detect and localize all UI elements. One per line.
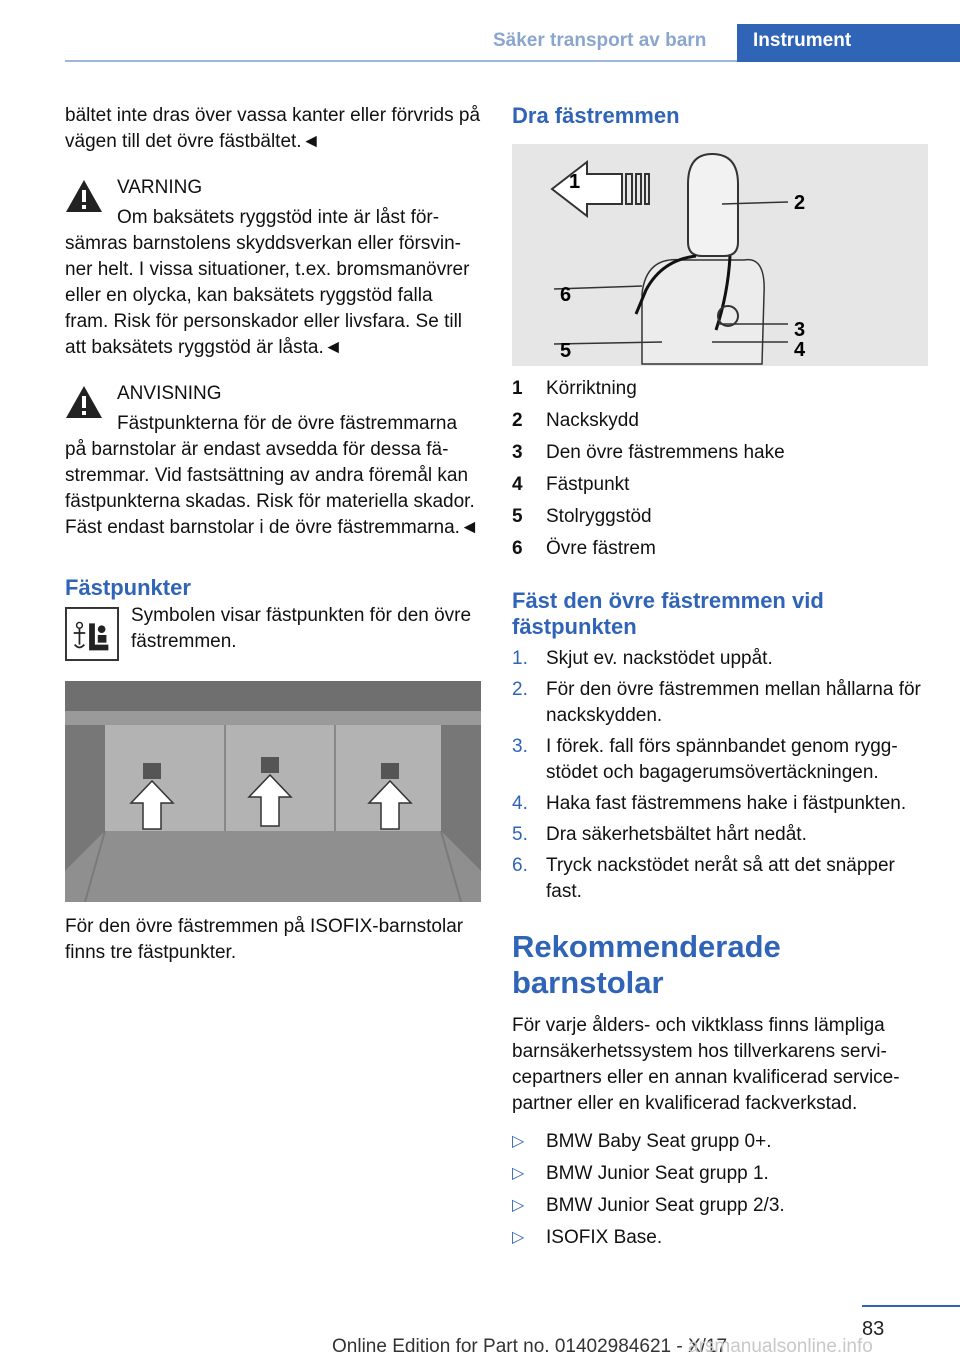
anchor-points-heading: Fästpunkter [65, 575, 191, 600]
watermark: arsmanualsonline.info [688, 1336, 873, 1357]
intro-text: bältet inte dras över vassa kanter eller förvrids på vägen till det övre fästbältet.◄ [65, 105, 481, 152]
triangle-bullet-icon: ▷ [512, 1229, 525, 1246]
legend-text: Fästpunkt [546, 474, 630, 495]
step-item [512, 853, 932, 905]
step-num: 6. [512, 855, 528, 876]
fig-label-4: 4 [794, 339, 806, 361]
recommend-text: För varje ålders- och viktklass finns lämpliga barnsäkerhetssystem hos tillverkarens servicepartners eller en annan kvalificerad servicepartner eller en kvalificerad fackverkstad. [512, 1015, 900, 1114]
photo-caption: För den övre fästremmen på ISOFIX-barnstolar finns tre fästpunkter. [65, 916, 464, 963]
legend-item [512, 408, 932, 434]
legend-text: Övre fästrem [546, 538, 656, 559]
footer-edition: Online Edition for Part no. 01402984621 - X/17 [332, 1336, 728, 1357]
figure-legend [512, 376, 932, 562]
step-text: I förek. fall förs spännbandet genom ryggstödet och bagagerumsövertäckningen. [546, 736, 898, 783]
seat-item [512, 1193, 932, 1219]
notice-text: Fästpunkterna för de övre fästremmarna på barnstolar är endast avsedda för dessa fästremmar. Vid fastsättning av andra föremål kan fästpunkterna skadas. Risk för materiella skador. Fäst endast barnstolar i de övre fästremmarna.◄ [65, 413, 479, 538]
step-item [512, 791, 932, 817]
legend-item [512, 376, 932, 402]
legend-num: 5 [512, 506, 523, 527]
notice-title: ANVISNING [117, 383, 222, 404]
step-item [512, 677, 932, 729]
attach-heading: Fäst den övre fästremmen vid fästpunkten [512, 588, 824, 639]
warning-text: Om baksätets ryggstöd inte är låst försämras barnstolens skyddsverkan eller försvinner helt. I vissa situationer, t.ex. bromsmanövrer eller en olycka, kan baksätets ryggstöd falla fram. Risk för personskador eller livsfara. Se till att baksätets ryggstöd är låsta.◄ [65, 207, 470, 358]
step-num: 5. [512, 824, 528, 845]
legend-num: 4 [512, 474, 523, 495]
header-section-title: Säker transport av barn [493, 30, 707, 51]
trunk-anchor-photo [65, 681, 481, 902]
step-text: Dra säkerhetsbältet hårt nedåt. [546, 824, 807, 845]
strap-heading: Dra fästremmen [512, 103, 680, 128]
seat-text: BMW Junior Seat grupp 2/3. [546, 1195, 785, 1216]
recommend-heading: Rekommenderade barnstolar [512, 929, 781, 1000]
legend-text: Stolryggstöd [546, 506, 652, 527]
anchor-symbol-text: Symbolen visar fästpunkten för den övre fästremmen. [131, 605, 472, 652]
step-text: För den övre fästremmen mellan hållarna för nackskydden. [546, 679, 921, 726]
warning-block [65, 175, 481, 201]
notice-block [65, 381, 481, 407]
anchor-symbol-row [65, 603, 481, 663]
seat-text: BMW Junior Seat grupp 1. [546, 1163, 769, 1184]
step-text: Haka fast fästremmens hake i fästpunkten. [546, 793, 907, 814]
triangle-bullet-icon: ▷ [512, 1197, 525, 1214]
right-column [512, 103, 932, 1257]
warning-triangle-icon [65, 179, 103, 213]
step-num: 2. [512, 679, 528, 700]
legend-text: Nackskydd [546, 410, 639, 431]
attach-steps [512, 646, 932, 905]
notice-triangle-icon [65, 385, 103, 419]
step-text: Skjut ev. nackstödet uppåt. [546, 648, 773, 669]
legend-num: 2 [512, 410, 523, 431]
legend-num: 6 [512, 538, 523, 559]
triangle-bullet-icon: ▷ [512, 1165, 525, 1182]
seat-item [512, 1225, 932, 1251]
legend-item [512, 536, 932, 562]
legend-num: 3 [512, 442, 523, 463]
fig-label-5: 5 [560, 340, 572, 362]
legend-text: Den övre fästremmens hake [546, 442, 785, 463]
child-seat-anchor-icon [65, 607, 119, 661]
header-tab-instrument[interactable]: Instrument [737, 24, 960, 62]
legend-num: 1 [512, 378, 523, 399]
seat-item [512, 1161, 932, 1187]
recommended-seats-list [512, 1129, 932, 1251]
fig-label-1: 1 [569, 171, 581, 193]
seat-text: ISOFIX Base. [546, 1227, 663, 1248]
step-item [512, 822, 932, 848]
legend-item [512, 504, 932, 530]
legend-item [512, 472, 932, 498]
step-text: Tryck nackstödet neråt så att det snäpper fast. [546, 855, 895, 902]
fig-label-6: 6 [560, 284, 572, 306]
page-number: 83 [862, 1318, 885, 1340]
legend-text: Körriktning [546, 378, 637, 399]
step-num: 1. [512, 648, 528, 669]
headrest-strap-illustration [512, 144, 928, 366]
footer-rule [862, 1305, 960, 1307]
step-num: 3. [512, 736, 528, 757]
seat-item [512, 1129, 932, 1155]
step-item [512, 646, 932, 672]
left-column [65, 103, 481, 966]
seat-text: BMW Baby Seat grupp 0+. [546, 1131, 772, 1152]
fig-label-2: 2 [794, 192, 806, 214]
warning-title: VARNING [117, 177, 203, 198]
fig-label-3: 3 [794, 319, 806, 341]
triangle-bullet-icon: ▷ [512, 1133, 525, 1150]
step-item [512, 734, 932, 786]
legend-item [512, 440, 932, 466]
step-num: 4. [512, 793, 528, 814]
